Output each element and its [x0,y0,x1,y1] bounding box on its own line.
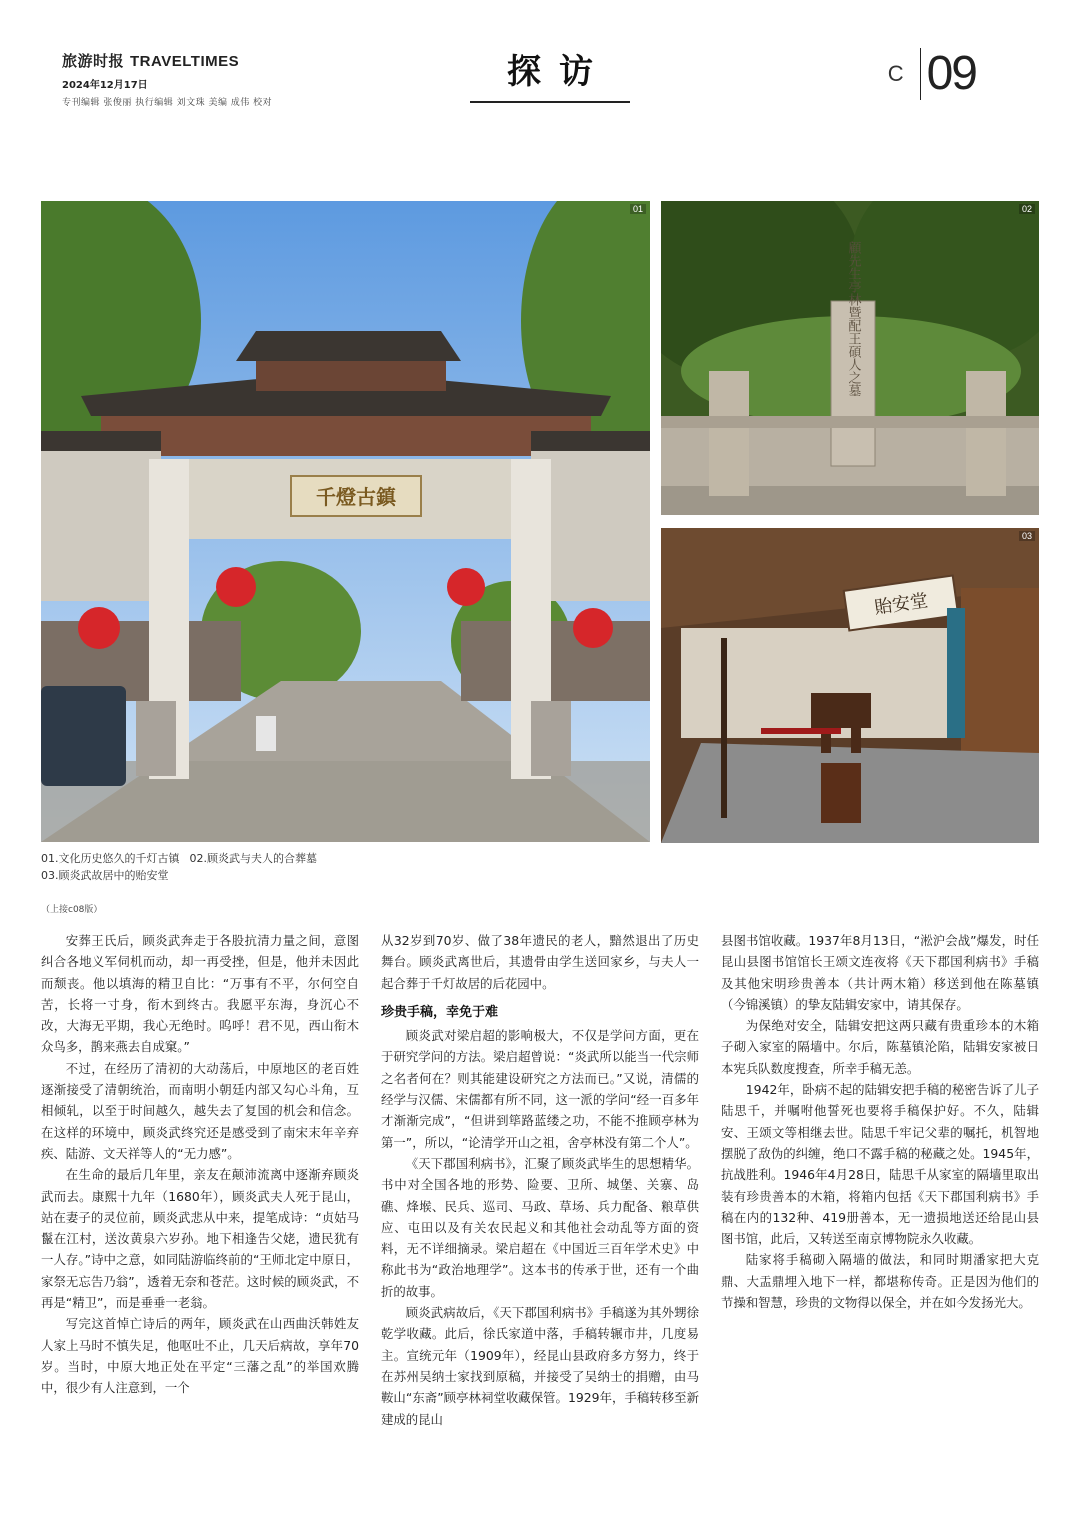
article-column-2 [381,930,699,1430]
photo-number: 01 [630,204,646,214]
article-column-3 [721,930,1039,1313]
subheading: 珍贵手稿，幸免于难 [381,1004,499,1020]
paragraph: 顾炎武病故后，《天下郡国利病书》手稿遂为其外甥徐乾学收藏。此后，徐氏家道中落，手稿转辗市井，几度易主。宣统元年（1909年），经昆山县政府多方努力，终于在苏州吴纳士家找到原稿，并接受了吴纳士的捐赠，由马鞍山“东斋”顾亭林祠堂收藏保管。1929年，手稿转移至新建成的昆山 [381,1305,699,1427]
paragraph: 写完这首悼亡诗后的两年，顾炎武在山西曲沃韩姓友人家上马时不慎失足，他呕吐不止，几天后病故，享年70岁。当时，中原大地正处在平定“三藩之乱”的举国欢腾中，很少有人注意到，一个 [41,1316,359,1396]
masthead [62,50,272,108]
staff-credits: 专刊编辑 张俊丽 执行编辑 刘文珠 美编 成伟 校对 [62,98,273,108]
caption-3: 03.顾炎武故居中的贻安堂 [41,869,169,882]
photo-hall [661,528,1039,843]
paragraph: 顾炎武对梁启超的影响极大，不仅是学问方面，更在于研究学问的方法。梁启超曾说：“炎武所以能当一代宗师之名者何在？则其能建设研究之方法而已。”又说，清儒的经学与汉儒、宋儒都有所不同，这一派的学问“经一百多年才渐渐完成”，“但讲到筚路蓝缕之功，不能不推顾亭林为第一”，所以，“论清学开山之祖，舍亭林没有第二个人”。 [381,1028,699,1150]
page-divider [920,48,921,100]
brand-en: TRAVELTIMES [130,53,240,70]
paragraph: 安葬王氏后，顾炎武奔走于各股抗清力量之间，意图纠合各地义军伺机而动，却一再受挫，但是，他并未因此而颓丧。他以填海的精卫自比：“万事有不平，尔何空自苦，长将一寸身，衔木到终古。我愿平东海，身沉心不改，大海无平期，我心无绝时。呜呼！君不见，西山衔木众鸟多，鹊来燕去自成窠。” [41,933,359,1055]
continued-note: （上接c08版） [41,905,103,915]
paragraph: 从32岁到70岁、做了38年遗民的老人，黯然退出了历史舞台。顾炎武离世后，其遗骨由学生送回家乡，与夫人一起合葬于千灯故居的后花园中。 [381,933,699,991]
stele-inscription: 顧先生亭林暨配王碩人之墓 [845,241,861,397]
brand-logo [62,50,272,71]
paragraph: 为保绝对安全，陆辑安把这两只藏有贵重珍本的木箱子砌入家室的隔墙中。尔后，陈墓镇沦陷，陆辑安家被日本宪兵队数度搜查，所幸手稿无恙。 [721,1018,1039,1076]
paragraph: 不过，在经历了清初的大动荡后，中原地区的老百姓逐渐接受了清朝统治，而南明小朝廷内部又勾心斗角，互相倾轧，以至于时间越久，越失去了复国的机会和信念。在这样的环境中，顾炎武终究还是感受到了南宋末年辛弃疾、陆游、文天祥等人的“无力感”。 [41,1060,359,1161]
gate-sign: 千燈古鎮 [316,485,396,509]
caption-1: 01.文化历史悠久的千灯古镇 [41,852,180,865]
section-header [470,44,630,103]
page-letter: C [887,60,910,86]
section-rule [470,101,630,103]
issue-date: 2024年12月17日 [62,80,148,91]
brand-cn: 旅游时报 [62,52,125,70]
gate-illustration [41,201,650,842]
photo-qiandeng-gate [41,201,650,842]
page-num: 09 [926,47,976,100]
caption-2: 02.顾炎武与夫人的合葬墓 [189,852,317,865]
paragraph: 陆家将手稿砌入隔墙的做法，和同时期潘家把大克鼎、大盂鼎埋入地下一样，都堪称传奇。正是因为他们的节操和智慧，珍贵的文物得以保全，并在如今发扬光大。 [721,1252,1039,1311]
paragraph: 《天下郡国利病书》，汇聚了顾炎武毕生的思想精华。书中对全国各地的形势、险要、卫所、城堡、关寨、岛礁、烽堠、民兵、巡司、马政、草场、兵力配备、粮草供应、屯田以及有关农民起义和其他社会动乱等方面的资料，无不详细摘录。梁启超在《中国近三百年学术史》中称此书为“政治地理学”。这本书的传承于世，还有一个曲折的故事。 [381,1155,699,1299]
hall-plaque: 貽安堂 [873,590,930,619]
hall-illustration [661,528,1039,843]
tomb-illustration [661,201,1039,515]
page-number [888,46,976,101]
paragraph: 在生命的最后几年里，亲友在颠沛流离中逐渐弃顾炎武而去。康熙十九年（1680年），顾炎武夫人死于昆山，站在妻子的灵位前，顾炎武悲从中来，提笔成诗：“贞姑马鬣在江村，送汝黄泉六岁孙。地下相逢告父姥，遗民犹有一人存。”诗中之意，如同陆游临终前的“王师北定中原日，家祭无忘告乃翁”，透着无奈和苍茫。这时候的顾炎武，不再是“精卫”，而是垂垂一老翁。 [41,1167,359,1311]
photo-captions [41,850,327,884]
section-title: 探访 [507,52,611,92]
paragraph: 1942年，卧病不起的陆辑安把手稿的秘密告诉了儿子陆思千，并嘱咐他誓死也要将手稿保护好。不久，陆辑安、王颂文等相继去世。陆思千牢记父辈的嘱托，机智地摆脱了敌伪的纠缠，绝口不露手稿的秘藏之处。1945年，抗战胜利。1946年4月28日，陆思千从家室的隔墙里取出装有珍贵善本的木箱，将箱内包括《天下郡国利病书》手稿在内的132种、419册善本，无一遗损地送还给昆山县图书馆，此后，又转送至南京博物院永久收藏。 [721,1082,1039,1247]
article-column-1 [41,930,359,1399]
photo-tomb [661,201,1039,515]
paragraph: 县图书馆收藏。1937年8月13日，“淞沪会战”爆发，时任昆山县图书馆馆长王颂文连夜将《天下郡国利病书》手稿及其他宋明珍贵善本（共计两木箱）移送到他在陈墓镇（今锦溪镇）的挚友陆辑安家中，请其保存。 [721,933,1039,1012]
photo-number: 02 [1019,204,1035,214]
photo-number: 03 [1019,531,1035,541]
